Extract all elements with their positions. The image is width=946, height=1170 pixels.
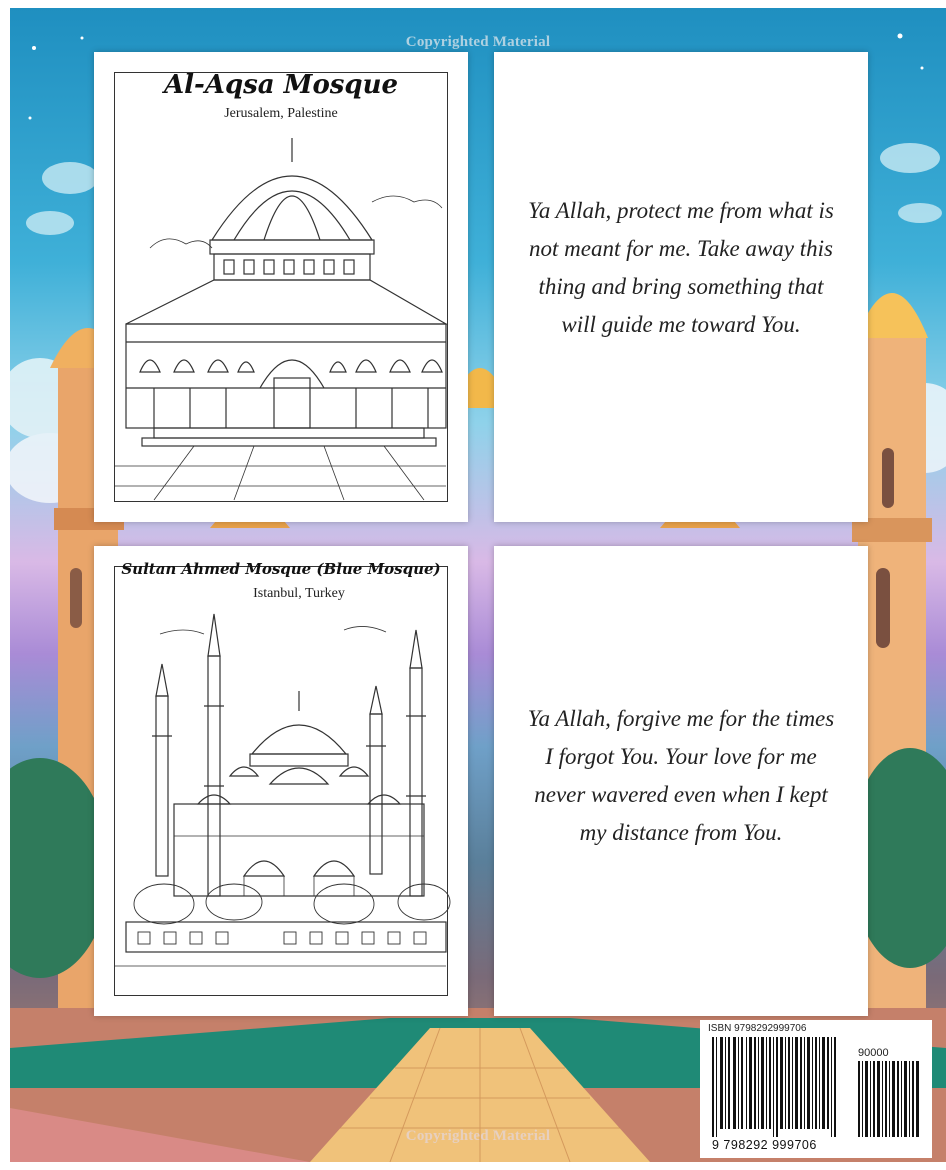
barcode-bars xyxy=(712,1037,924,1137)
quote-text: Ya Allah, forgive me for the times I forgot You. Your love for me never wavered even when I kept my distance from You. xyxy=(527,706,835,845)
page-title: Sultan Ahmed Mosque (Blue Mosque) xyxy=(121,560,441,578)
copyright-watermark-top: Copyrighted Material xyxy=(405,34,551,50)
page-title: Al-Aqsa Mosque xyxy=(163,70,399,100)
quote-text: Ya Allah, protect me from what is not meant for me. Take away this thing and bring something that will guide me toward You. xyxy=(528,198,834,337)
price-code: 90000 xyxy=(858,1047,889,1059)
page-location: Jerusalem, Palestine xyxy=(224,106,338,121)
coloring-page-al-aqsa xyxy=(94,52,468,522)
page-location: Istanbul, Turkey xyxy=(253,586,345,601)
isbn-digits: 9 798292 999706 xyxy=(712,1138,817,1152)
book-back-cover xyxy=(10,8,946,1162)
dome-of-the-rock-illustration xyxy=(94,52,468,522)
blue-mosque-illustration xyxy=(94,546,468,1016)
isbn-barcode xyxy=(700,1020,932,1158)
coloring-page-blue-mosque xyxy=(94,546,468,1016)
copyright-watermark-bottom: Copyrighted Material xyxy=(405,1128,551,1144)
quote-page-forgiveness xyxy=(494,546,868,1016)
quote-page-protection xyxy=(494,52,868,522)
isbn-label: ISBN 9798292999706 xyxy=(708,1023,807,1034)
